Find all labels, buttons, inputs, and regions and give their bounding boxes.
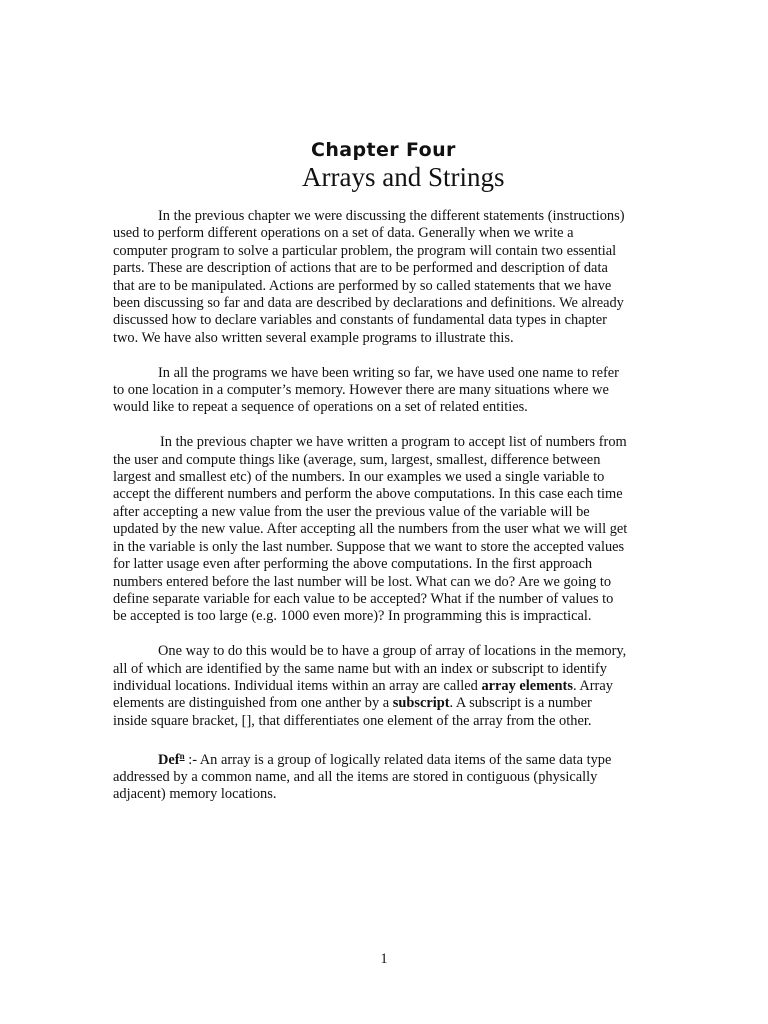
- paragraph-line: numbers entered before the last number will be lost. What can we do? Are we going to: [113, 573, 612, 590]
- paragraph-line: In all the programs we have been writing so far, we have used one name to refer: [158, 364, 619, 381]
- definition-term: Def: [158, 751, 180, 768]
- paragraph-line: all of which are identified by the same name but with an index or subscript to identify: [113, 660, 607, 677]
- paragraph-line: addressed by a common name, and all the items are stored in contiguous (physically: [113, 768, 598, 785]
- paragraph-2: [113, 365, 643, 417]
- paragraph-line: [113, 678, 643, 695]
- paragraph-line: computer program to solve a particular problem, the program will contain two essential: [113, 242, 617, 259]
- paragraph-4: [113, 643, 643, 730]
- paragraph-line: accept the different numbers and perform the above computations. In this case each time: [113, 486, 623, 503]
- text-run: . A subscript is a number: [449, 695, 592, 712]
- term-array-elements: array elements: [481, 677, 573, 694]
- paragraph-line: to one location in a computer’s memory. However there are many situations where we: [113, 382, 609, 399]
- body-text: [113, 208, 643, 804]
- paragraph-line: adjacent) memory locations.: [113, 786, 277, 803]
- paragraph-line: updated by the new value. After accepting all the numbers from the user what we will get: [113, 521, 628, 538]
- paragraph-definition: [113, 748, 643, 804]
- paragraph-line: One way to do this would be to have a group of array of locations in the memory,: [158, 643, 627, 660]
- paragraph-line: the user and compute things like (average, sum, largest, smallest, difference between: [113, 451, 601, 468]
- paragraph-line: In the previous chapter we have written a program to accept list of numbers from: [160, 434, 627, 451]
- paragraph-line: two. We have also written several example programs to illustrate this.: [113, 329, 514, 346]
- paragraph-line: would like to repeat a sequence of operations on a set of related entities.: [113, 399, 528, 416]
- paragraph-line: largest and smallest etc) of the numbers. In our examples we used a single variable to: [113, 469, 605, 486]
- paragraph-line: used to perform different operations on a set of data. Generally when we write a: [113, 225, 574, 242]
- text-run: individual locations. Individual items within an array are called: [113, 677, 482, 694]
- paragraph-line: after accepting a new value from the user the previous value of the variable will be: [113, 503, 590, 520]
- paragraph-line: in the variable is only the last number. Suppose that we want to store the accepted values: [113, 538, 625, 555]
- text-run: . Array: [572, 677, 613, 694]
- definition-superscript: n: [179, 750, 185, 761]
- term-subscript: subscript: [392, 695, 450, 712]
- paragraph-line: parts. These are description of actions that are to be performed and description of data: [113, 260, 608, 277]
- paragraph-3: [113, 434, 643, 625]
- text-run: elements are distinguished from one anther by a: [113, 695, 393, 712]
- paragraph-line: been discussing so far and data are described by declarations and definitions. We already: [113, 295, 624, 312]
- chapter-title: Arrays and Strings: [302, 162, 505, 192]
- paragraph-line: define separate variable for each value to be accepted? What if the number of values to: [113, 590, 614, 607]
- paragraph-line: that are to be manipulated. Actions are performed by so called statements that we have: [113, 277, 612, 294]
- page-number: 1: [380, 951, 388, 967]
- paragraph-line: inside square bracket, [], that differentiates one element of the array from the other.: [113, 712, 592, 729]
- paragraph-line: [113, 748, 643, 769]
- chapter-label: Chapter Four: [311, 139, 456, 161]
- paragraph-line: In the previous chapter we were discussing the different statements (instructions): [158, 208, 625, 224]
- paragraph-line: [113, 695, 643, 712]
- paragraph-line: discussed how to declare variables and constants of fundamental data types in chapter: [113, 312, 607, 329]
- paragraph-1: [113, 208, 643, 347]
- text-run: :- An array is a group of logically related data items of the same data type: [184, 751, 612, 768]
- paragraph-line: be accepted is too large (e.g. 1000 even more)? In programming this is impractical.: [113, 608, 592, 625]
- paragraph-line: for latter usage even after performing the above computations. In the first approach: [113, 556, 593, 573]
